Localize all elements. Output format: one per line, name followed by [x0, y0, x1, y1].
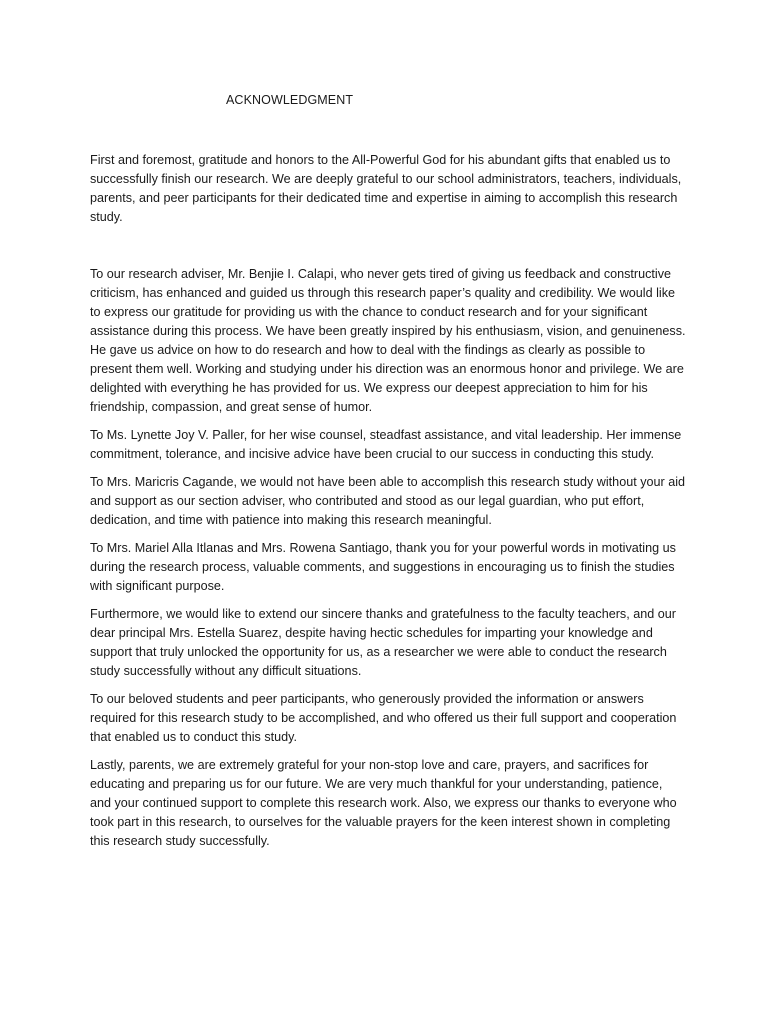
paragraph-parents-closing: Lastly, parents, we are extremely grateful for your non-stop love and care, prayers, and sacrifices for educating and preparing us for our future. We are very much thankful for your understanding, patience, and your continued support to complete this research work. Also, we express our thanks to everyone who took part in this research, to ourselves for the valuable prayers for the keen interest shown in completing this research study successfully.	[90, 758, 677, 848]
paragraph-research-adviser: To our research adviser, Mr. Benjie I. Calapi, who never gets tired of giving us feedback and constructive criticism, has enhanced and guided us through this research paper’s quality and credibility. We would like to express our gratitude for providing us with the chance to conduct research and for your significant assistance during this process. We have been greatly inspired by his enthusiasm, vision, and genuineness. He gave us advice on how to do research and how to deal with the findings as clearly as possible to present them well. Working and studying under his direction was an enormous honor and privilege. We are delighted with everything he has provided for us. We express our deepest appreciation to him for his friendship, compassion, and great sense of humor.	[90, 267, 686, 414]
paragraph-faculty-principal: Furthermore, we would like to extend our sincere thanks and gratefulness to the faculty teachers, and our dear principal Mrs. Estella Suarez, despite having hectic schedules for imparting your knowledge and support that truly unlocked the opportunity for us, as a researcher we were able to conduct the research study successfully without any difficult situations.	[90, 607, 676, 678]
document-body	[90, 151, 686, 851]
paragraph-students-participants: To our beloved students and peer participants, who generously provided the information or answers required for this research study to be accomplished, and who offered us their full support and cooperation that enabled us to conduct this study.	[90, 692, 677, 744]
document-title: ACKNOWLEDGMENT	[226, 93, 354, 107]
paragraph-mrs-cagande: To Mrs. Maricris Cagande, we would not have been able to accomplish this research study without your aid and support as our section adviser, who contributed and stood as our legal guardian, who put effort, dedication, and time with patience into making this research meaningful.	[90, 475, 685, 527]
paragraph-itlanas-santiago: To Mrs. Mariel Alla Itlanas and Mrs. Rowena Santiago, thank you for your powerful words in motivating us during the research process, valuable comments, and suggestions in encouraging us to finish the studies with significant purpose.	[90, 541, 676, 593]
paragraph-ms-paller: To Ms. Lynette Joy V. Paller, for her wise counsel, steadfast assistance, and vital leadership. Her immense commitment, tolerance, and incisive advice have been crucial to our success in conducting this study.	[90, 428, 682, 461]
paragraph-opening: First and foremost, gratitude and honors to the All-Powerful God for his abundant gifts that enabled us to successfully finish our research. We are deeply grateful to our school administrators, teachers, individuals, parents, and peer participants for their dedicated time and expertise in aiming to accomplish this research study.	[90, 153, 682, 224]
